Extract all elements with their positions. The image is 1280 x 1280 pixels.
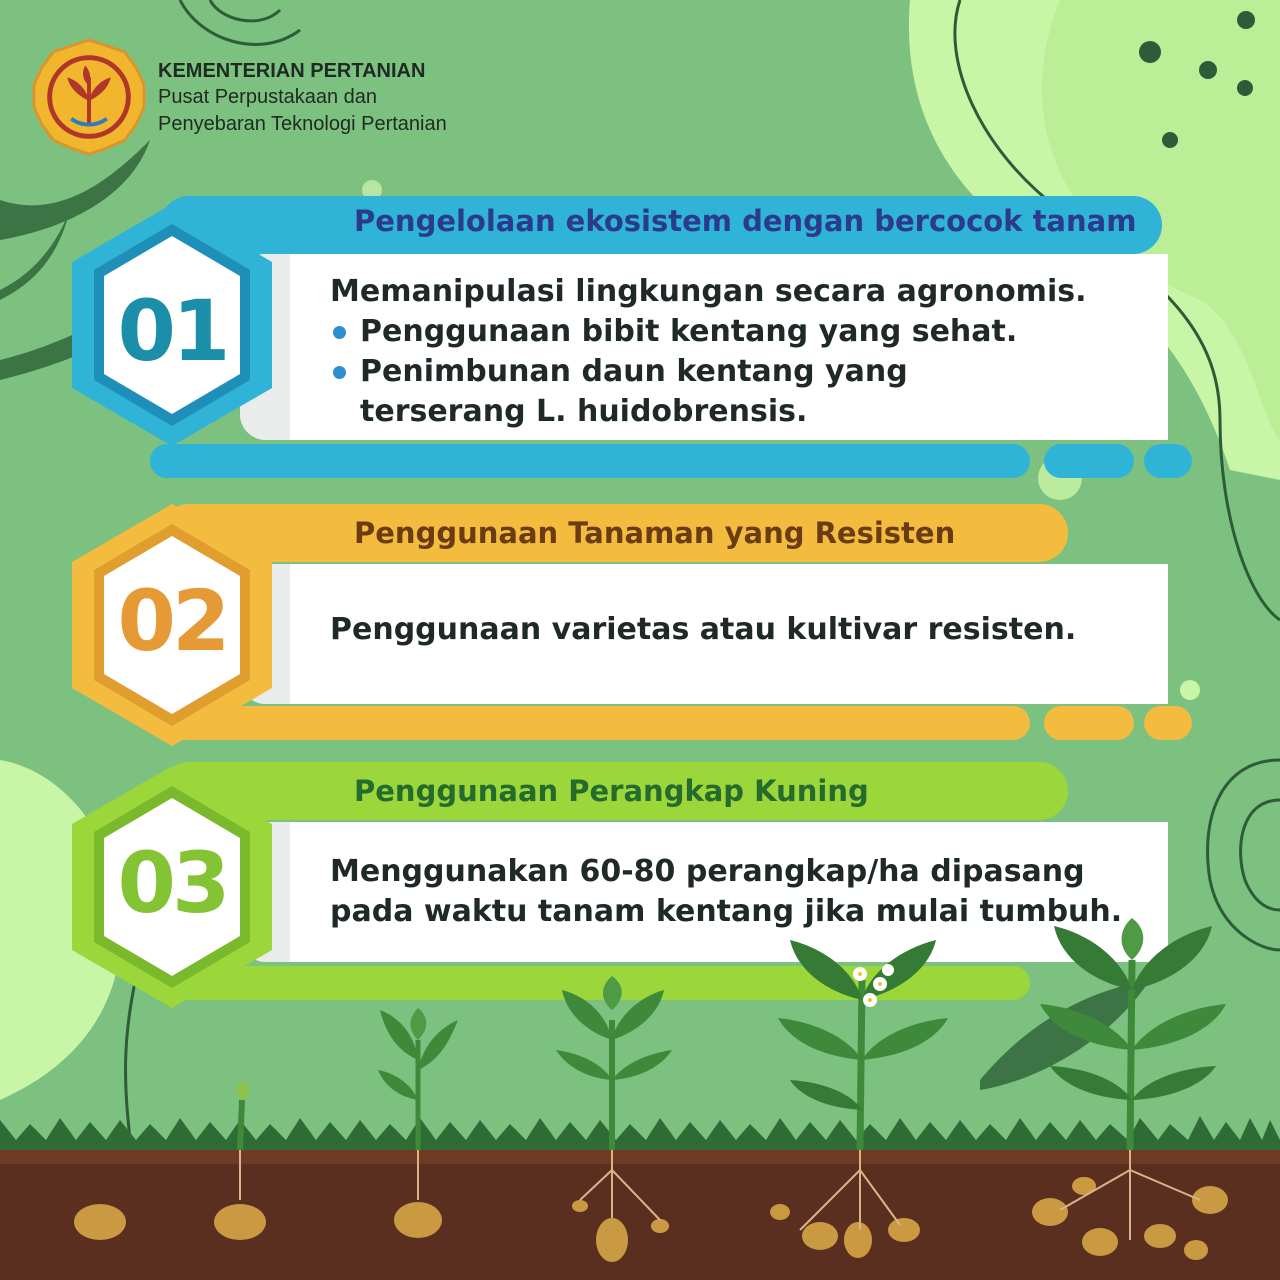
org-line-2: Penyebaran Teknologi Pertanian [158,113,447,135]
card-01-title: Pengelolaan ekosistem dengan bercocok tanam [354,204,1137,238]
card-03-title: Penggunaan Perangkap Kuning [354,774,869,808]
card-02-number: 02 [117,572,227,670]
card-02-text: Penggunaan varietas atau kultivar resisten. [330,612,1077,647]
org-name: KEMENTERIAN PERTANIAN [158,60,426,82]
bullet-text: Penimbunan daun kentang yang terserang L. huidobrensis. [360,354,908,429]
card-02-title: Penggunaan Tanaman yang Resisten [354,516,956,550]
bullet-text: Penggunaan bibit kentang yang sehat. [360,314,1018,349]
card-03-text: Menggunakan 60-80 perangkap/ha dipasang pada waktu tanam kentang jika mulai tumbuh. [330,854,1123,929]
card-01-intro: Memanipulasi lingkungan secara agronomis. [330,274,1087,309]
org-line-1: Pusat Perpustakaan dan [158,86,378,108]
card-01-number: 01 [117,282,227,380]
card-03-number: 03 [117,834,227,932]
